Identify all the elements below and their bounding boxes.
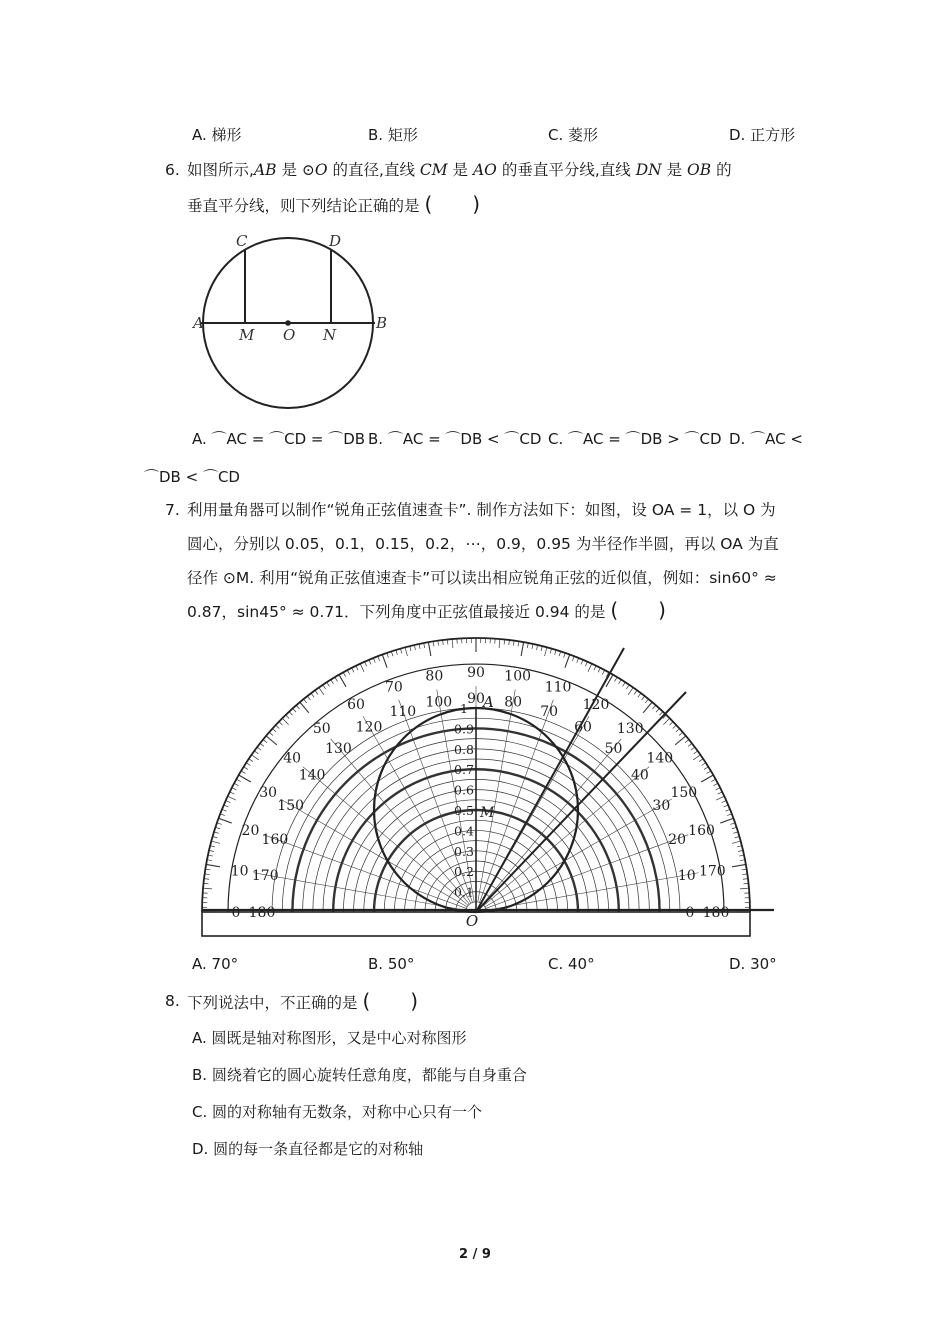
inner-degree-label: 180: [248, 905, 276, 921]
q7-option-d: D. 30°: [729, 955, 777, 973]
radius-scale-label: 0.4: [454, 823, 474, 839]
inner-degree-label: 130: [325, 741, 352, 758]
label-o: O: [465, 912, 479, 930]
degree-tick: [499, 639, 500, 648]
degree-tick: [740, 888, 749, 889]
q8-stem: 下列说法中，不正确的是 ( ): [187, 989, 419, 1013]
degree-tick: [300, 702, 309, 713]
outer-degree-label: 10: [230, 863, 249, 880]
degree-tick: [382, 655, 387, 668]
outer-degree-label: 70: [385, 679, 403, 696]
inner-degree-label: 0: [685, 905, 695, 921]
q6-option-c: C. ⌒AC = ⌒DB > ⌒CD: [548, 430, 722, 448]
degree-tick: [219, 818, 232, 823]
outer-degree-label: 90: [467, 665, 485, 681]
answer-parentheses: ( ): [610, 598, 666, 622]
degree-tick: [239, 775, 251, 782]
q5-option-a: A. 梯形: [192, 126, 242, 144]
degree-tick: [211, 841, 220, 843]
label-m: M: [480, 805, 495, 821]
degree-tick: [319, 688, 324, 695]
outer-degree-label: 110: [544, 679, 572, 696]
degree-tick: [628, 688, 633, 695]
degree-tick: [228, 796, 236, 800]
degree-tick: [732, 841, 741, 843]
degree-tick: [282, 718, 288, 724]
label-n: N: [323, 326, 337, 344]
q6-option-b: B. ⌒AC = ⌒DB < ⌒CD: [368, 430, 542, 448]
inner-degree-label: 80: [504, 694, 523, 711]
degree-tick: [452, 639, 453, 648]
degree-tick: [663, 718, 669, 724]
degree-tick: [588, 664, 592, 672]
degree-tick: [565, 655, 570, 668]
answer-parentheses: ( ): [362, 989, 419, 1013]
label-o: O: [283, 326, 296, 344]
radial-line: [484, 767, 649, 906]
q8-number: 8.: [165, 992, 180, 1010]
degree-tick: [675, 736, 686, 745]
q7-option-b: B. 50°: [368, 955, 415, 973]
inner-degree-label: 100: [425, 694, 453, 711]
label-c: C: [236, 232, 248, 250]
outer-degree-label: 160: [688, 822, 715, 839]
outer-degree-label: 150: [670, 785, 698, 801]
q7-stem-line3: 径作 ⊙M. 利用“锐角正弦值速查卡”可以读出相应锐角正弦的近似值，例如：sin60° ≈: [187, 569, 777, 587]
degree-tick: [206, 864, 220, 866]
q7-stem-line4: 0.87，sin45° ≈ 0.71．下列角度中正弦值最接近 0.94 的是 ( ): [187, 598, 666, 622]
outer-degree-label: 40: [283, 750, 302, 767]
degree-tick: [203, 888, 212, 889]
inner-degree-label: 150: [277, 798, 305, 814]
q8-option-b: B. 圆绕着它的圆心旋转任意角度，都能与自身重合: [192, 1066, 527, 1084]
radial-line: [486, 873, 699, 911]
outer-degree-label: 30: [259, 785, 278, 801]
q6-number: 6.: [165, 161, 180, 179]
inner-degree-label: 20: [668, 831, 687, 848]
inner-degree-label: 90: [467, 691, 485, 707]
outer-degree-label: 60: [347, 697, 365, 714]
radius-scale-label: 0.2: [454, 864, 474, 880]
answer-parentheses: ( ): [424, 192, 481, 216]
inner-degree-label: 10: [677, 867, 696, 884]
inner-degree-label: 120: [355, 719, 383, 736]
degree-tick: [339, 675, 346, 687]
outer-degree-label: 170: [698, 863, 726, 880]
q6-stem-line2: 垂直平分线，则下列结论正确的是 ( ): [187, 192, 481, 216]
inner-degree-label: 70: [540, 703, 559, 720]
degree-tick: [266, 736, 277, 745]
radius-scale-label: 0.7: [454, 762, 474, 778]
degree-tick: [252, 755, 259, 760]
radial-line: [303, 767, 468, 906]
q6-option-a: A. ⌒AC = ⌒CD = ⌒DB: [192, 430, 366, 448]
inner-degree-label: 50: [604, 741, 623, 758]
q7-option-c: C. 40°: [548, 955, 595, 973]
q5-option-b: B. 矩形: [368, 126, 418, 144]
radius-scale-label: 0.3: [454, 843, 474, 859]
inner-degree-label: 160: [261, 831, 289, 848]
radius-scale-label: 0.1: [454, 884, 474, 900]
outer-degree-label: 20: [241, 822, 260, 839]
degree-tick: [405, 647, 407, 656]
q6-option-d: D. ⌒AC <: [729, 430, 803, 448]
outer-degree-label: 0: [231, 905, 241, 921]
degree-tick: [701, 775, 713, 782]
inner-degree-label: 40: [631, 767, 649, 784]
radius-scale-label: 0.8: [454, 741, 474, 757]
q7-option-a: A. 70°: [192, 955, 239, 973]
page-number: 2 / 9: [459, 1247, 491, 1262]
q6-stem-line1: 如图所示,AB 是 ⊙O 的直径,直线 CM 是 AO 的垂直平分线,直线 DN 是 OB 的: [187, 161, 732, 179]
q6-option-d-continued: ⌒DB < ⌒CD: [144, 468, 240, 486]
outer-degree-label: 50: [312, 721, 331, 738]
radius-scale-label: 0.6: [454, 782, 474, 798]
radius-scale-label: 1: [460, 701, 468, 716]
label-b: B: [376, 314, 388, 332]
radius-scale-label: 0.9: [454, 721, 474, 737]
outer-degree-label: 100: [504, 668, 532, 685]
degree-tick: [720, 818, 733, 823]
inner-degree-label: 170: [251, 867, 279, 884]
label-d: D: [329, 232, 342, 250]
label-m: M: [239, 326, 255, 344]
outer-degree-label: 130: [616, 721, 644, 738]
q5-option-d: D. 正方形: [729, 126, 796, 144]
degree-tick: [545, 647, 547, 656]
degree-tick: [693, 755, 700, 760]
degree-tick: [732, 864, 746, 866]
degree-tick: [521, 642, 523, 656]
inner-degree-label: 140: [298, 767, 326, 784]
label-a: A: [193, 314, 204, 332]
outer-degree-label: 120: [582, 697, 610, 714]
inner-degree-label: 110: [389, 703, 417, 720]
radial-line: [253, 873, 466, 911]
outer-degree-label: 140: [646, 750, 674, 767]
q8-option-c: C. 圆的对称轴有无数条，对称中心只有一个: [192, 1103, 483, 1121]
q8-option-a: A. 圆既是轴对称图形，又是中心对称图形: [192, 1029, 467, 1047]
center-point: [285, 320, 291, 326]
label-a: A: [483, 693, 494, 711]
outer-degree-label: 80: [425, 668, 444, 685]
q6-circle-figure: [185, 225, 395, 430]
degree-tick: [643, 702, 652, 713]
inner-degree-label: 30: [652, 798, 671, 814]
degree-tick: [716, 796, 724, 800]
q7-stem-line1: 利用量角器可以制作“锐角正弦值速查卡”. 制作方法如下：如图，设 OA = 1，以 O 为: [187, 501, 776, 519]
radial-line: [478, 689, 516, 902]
outer-degree-label: 180: [702, 905, 730, 921]
q8-option-d: D. 圆的每一条直径都是它的对称轴: [192, 1140, 424, 1158]
inner-degree-label: 60: [574, 719, 592, 736]
degree-tick: [428, 642, 430, 656]
degree-tick: [360, 664, 364, 672]
q7-number: 7.: [165, 501, 180, 519]
q7-stem-line2: 圆心，分别以 0.05，0.1，0.15，0.2，⋯，0.9，0.95 为半径作半圆，再以 OA 为直: [187, 535, 779, 553]
q5-option-c: C. 菱形: [548, 126, 599, 144]
q7-protractor-figure: [196, 634, 780, 942]
radius-scale-label: 0.5: [454, 803, 474, 818]
